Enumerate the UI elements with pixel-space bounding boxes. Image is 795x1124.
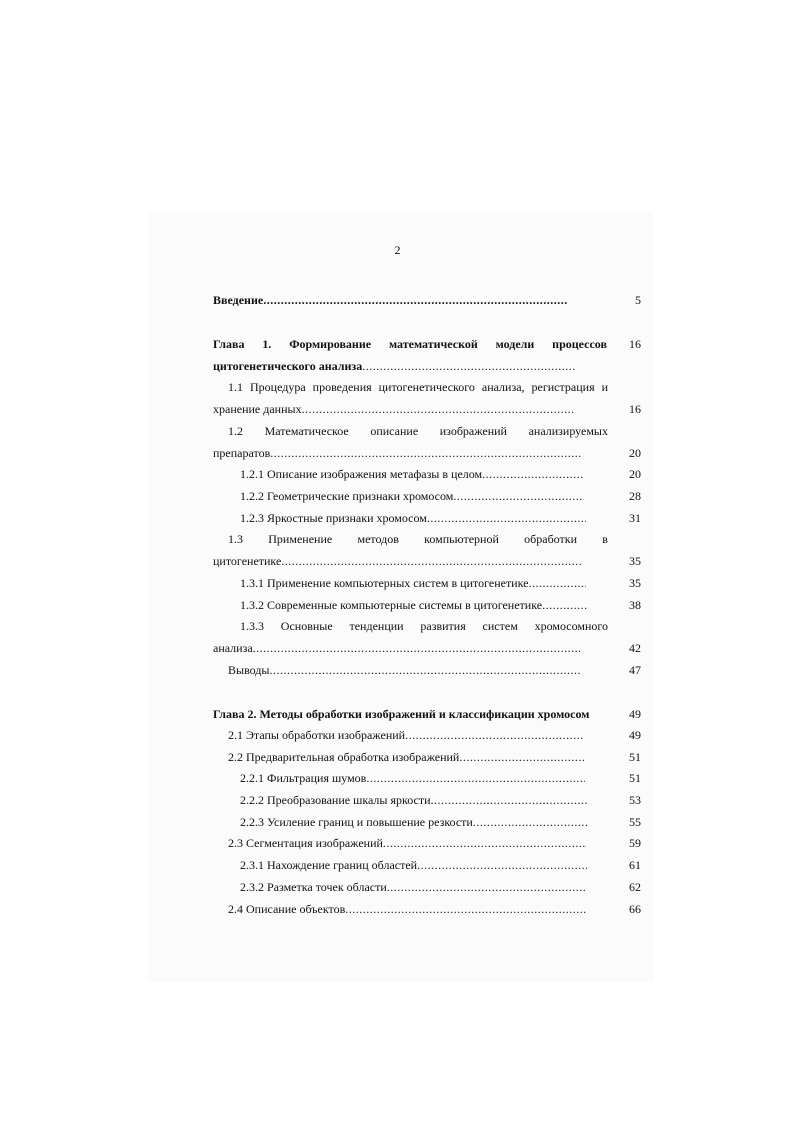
toc-subsection-1-3-2[interactable]	[240, 598, 587, 612]
dot-leader	[473, 815, 587, 829]
title-word: процессов	[552, 337, 607, 351]
toc-entry-label: 1.3.1 Применение компьютерных систем в цитогенетике	[240, 576, 529, 590]
toc-entry-label: 2.3.2 Разметка точек области	[240, 880, 387, 894]
toc-chapter-1-title[interactable]	[213, 337, 607, 351]
toc-section-1-3[interactable]	[228, 532, 608, 546]
toc-page-number: 42	[629, 641, 641, 655]
toc-entry-label: 2.2.2 Преобразование шкалы яркости	[240, 793, 431, 807]
toc-page-number: 59	[629, 836, 641, 850]
dot-leader	[528, 576, 586, 590]
toc-entry-label: 2.2.1 Фильтрация шумов	[240, 771, 367, 785]
title-word: обработки	[524, 532, 578, 546]
toc-page-number: 51	[629, 771, 641, 785]
toc-entry-label: 1.2.1 Описание изображения метафазы в целом	[240, 467, 483, 481]
dot-leader	[417, 858, 587, 872]
toc-subsection-1-2-3[interactable]	[240, 511, 586, 525]
dot-leader	[302, 402, 574, 416]
toc-page-number: 51	[629, 750, 641, 764]
dot-leader	[459, 750, 586, 764]
toc-entry-label: Введение	[213, 293, 264, 307]
toc-page-number: 5	[635, 293, 641, 307]
title-word: тенденции	[349, 619, 404, 633]
title-word: цитогенетического	[378, 380, 475, 394]
title-word: в	[602, 532, 608, 546]
toc-page-number: 16	[629, 337, 641, 351]
title-word: изображений	[439, 424, 507, 438]
toc-section-1-1[interactable]	[228, 380, 608, 394]
dot-leader	[345, 902, 587, 916]
toc-page-number: 47	[629, 663, 641, 677]
toc-page-number: 31	[629, 511, 641, 525]
dot-leader	[362, 359, 575, 373]
title-word: систем	[482, 619, 518, 633]
toc-section-2-2[interactable]	[228, 750, 586, 764]
dot-leader	[431, 793, 588, 807]
toc-section-1-1-cont[interactable]	[213, 402, 574, 416]
title-word: развития	[420, 619, 466, 633]
title-word: описание	[370, 424, 419, 438]
toc-subsection-1-3-1[interactable]	[240, 576, 586, 590]
toc-page-number: 20	[629, 446, 641, 460]
toc-entry-label: 2.2 Предварительная обработка изображений	[228, 750, 460, 764]
title-word: 1.3	[228, 532, 243, 546]
title-word: 1.	[262, 337, 272, 351]
title-word: и	[601, 380, 608, 394]
toc-section-1-3-cont[interactable]	[213, 554, 583, 568]
toc-chapter-1-title-cont[interactable]	[213, 359, 575, 373]
toc-section-2-4[interactable]	[228, 902, 587, 916]
title-word: математической	[388, 337, 478, 351]
title-word: хромосомного	[534, 619, 608, 633]
toc-page-number: 55	[629, 815, 641, 829]
title-word: Основные	[280, 619, 333, 633]
toc-subsection-2-2-2[interactable]	[240, 793, 587, 807]
toc-subsection-2-2-3[interactable]	[240, 815, 587, 829]
toc-entry-label: Выводы	[228, 663, 270, 677]
title-word: Применение	[268, 532, 333, 546]
dot-leader	[263, 293, 568, 307]
toc-section-2-1[interactable]	[228, 728, 584, 742]
title-word: Глава	[213, 337, 245, 351]
toc-entry-conclusions[interactable]	[228, 663, 580, 677]
toc-subsection-1-2-1[interactable]	[240, 467, 584, 481]
dot-leader	[542, 598, 587, 612]
dot-leader	[427, 511, 586, 525]
toc-subsection-2-2-1[interactable]	[240, 771, 585, 785]
toc-entry-label: 2.4 Описание объектов	[228, 902, 346, 916]
toc-entry-label: анализа	[213, 641, 253, 655]
title-word: анализируемых	[528, 424, 608, 438]
dot-leader	[383, 836, 587, 850]
toc-page-number: 20	[629, 467, 641, 481]
toc-entry-label: 2.1 Этапы обработки изображений	[228, 728, 406, 742]
toc-entry-label: препаратов	[213, 446, 271, 460]
toc-page-number: 16	[629, 402, 641, 416]
title-word: проведения	[312, 380, 372, 394]
toc-entry-label: цитогенетике	[213, 554, 282, 568]
title-word: Математическое	[264, 424, 349, 438]
title-word: регистрация	[531, 380, 595, 394]
toc-subsection-1-2-2[interactable]	[240, 489, 584, 503]
toc-entry-label: 1.3.2 Современные компьютерные системы в цитогенетике	[240, 598, 543, 612]
toc-page-number: 38	[629, 598, 641, 612]
title-word: анализа,	[481, 380, 525, 394]
dot-leader	[387, 880, 587, 894]
title-word: компьютерной	[424, 532, 499, 546]
title-word: методов	[357, 532, 399, 546]
toc-subsection-2-3-2[interactable]	[240, 880, 587, 894]
toc-section-2-3[interactable]	[228, 836, 587, 850]
toc-entry-intro[interactable]	[213, 293, 568, 307]
dot-leader	[453, 489, 584, 503]
toc-entry-label: 1.2.3 Яркостные признаки хромосом	[240, 511, 427, 525]
title-word: модели	[495, 337, 535, 351]
page-number: 2	[394, 243, 401, 257]
toc-entry-label: хранение данных	[213, 402, 302, 416]
toc-entry-label: 2.3.1 Нахождение границ областей	[240, 858, 418, 872]
toc-page-number: 49	[629, 728, 641, 742]
toc-subsection-1-3-3[interactable]	[240, 619, 608, 633]
toc-chapter-2-title[interactable]: Глава 2. Методы обработки изображений и классификации хромосом	[213, 707, 590, 721]
title-word: Формирование	[289, 337, 372, 351]
dot-leader	[270, 446, 581, 460]
toc-page-number: 61	[629, 858, 641, 872]
toc-entry-label: 2.2.3 Усиление границ и повышение резкости	[240, 815, 473, 829]
toc-section-1-2-cont[interactable]	[213, 446, 581, 460]
title-word: Процедура	[249, 380, 306, 394]
toc-page-number: 66	[629, 902, 641, 916]
toc-page-number: 62	[629, 880, 641, 894]
title-word: 1.1	[228, 380, 243, 394]
dot-leader	[405, 728, 584, 742]
dot-leader	[253, 641, 580, 655]
dot-leader	[269, 663, 580, 677]
toc-page-number: 35	[629, 576, 641, 590]
dot-leader	[281, 554, 583, 568]
title-word: 1.2	[228, 424, 243, 438]
toc-subsection-1-3-3-cont[interactable]	[213, 641, 580, 655]
toc-page-number: 53	[629, 793, 641, 807]
dot-leader	[366, 771, 585, 785]
toc-entry-label: 2.3 Сегментация изображений	[228, 836, 383, 850]
toc-page-number: 49	[629, 707, 641, 721]
toc-page-number: 28	[629, 489, 641, 503]
toc-entry-label: 1.2.2 Геометрические признаки хромосом	[240, 489, 454, 503]
toc-section-1-2[interactable]	[228, 424, 608, 438]
toc-page-number: 35	[629, 554, 641, 568]
dot-leader	[482, 467, 584, 481]
toc-subsection-2-3-1[interactable]	[240, 858, 587, 872]
title-word: 1.3.3	[240, 619, 264, 633]
toc-entry-label: цитогенетического анализа	[213, 359, 363, 373]
